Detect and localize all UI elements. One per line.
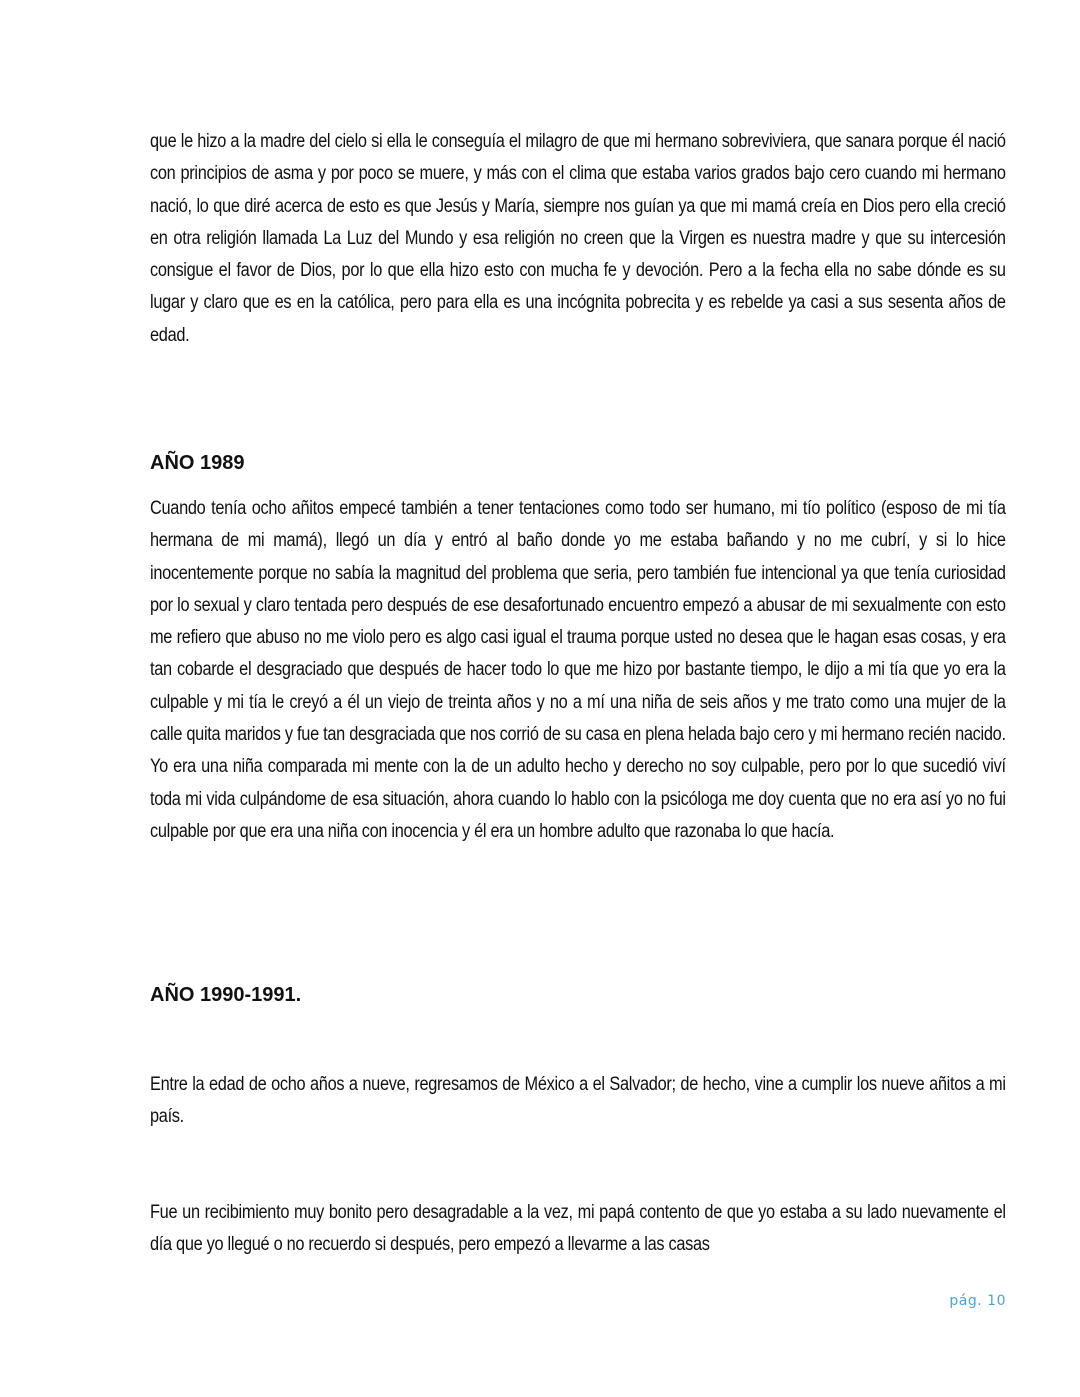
body-paragraph: que le hizo a la madre del cielo si ella le conseguía el milagro de que mi hermano sobreviviera, que sanara porque él nació con principios de asma y por poco se muere, y más con el clima que estaba varios grados bajo cero cuando mi hermano nació, lo que diré acerca de esto es que Jesús y María, siempre nos guían ya que mi mamá creía en Dios pero ella creció en otra religión llamada La Luz del Mundo y esa religión no creen que la Virgen es nuestra madre y que su intercesión consigue el favor de Dios, por lo que ella hizo esto con mucha fe y devoción. Pero a la fecha ella no sabe dónde es su lugar y claro que es en la católica, pero para ella es una incógnita pobrecita y es rebelde ya casi a sus sesenta años de edad.	[150, 131, 1006, 346]
body-paragraph: Entre la edad de ocho años a nueve, regresamos de México a el Salvador; de hecho, vine a cumplir los nueve añitos a mi país.	[150, 1074, 1006, 1128]
body-paragraph: Fue un recibimiento muy bonito pero desagradable a la vez, mi papá contento de que yo estaba a su lado nuevamente el día que yo llegué o no recuerdo si después, pero empezó a llevarme a las casas	[150, 1202, 1006, 1256]
page-number: pág. 10	[949, 1293, 1006, 1309]
section-heading: AÑO 1989	[150, 452, 245, 474]
body-paragraph: Cuando tenía ocho añitos empecé también a tener tentaciones como todo ser humano, mi tío político (esposo de mi tía hermana de mi mamá), llegó un día y entró al baño donde yo me estaba bañando y no me cubrí, y si lo hice inocentemente porque no sabía la magnitud del problema que seria, pero también fue intencional ya que tenía curiosidad por lo sexual y claro tentada pero después de ese desafortunado encuentro empezó a abusar de mi sexualmente con esto me refiero que abuso no me violo pero es algo casi igual el trauma porque usted no desea que le hagan esas cosas, y era tan cobarde el desgraciado que después de hacer todo lo que me hizo por bastante tiempo, le dijo a mi tía que yo era la culpable y mi tía le creyó a él un viejo de treinta años y no a mí una niña de seis años y me trato como una mujer de la calle quita maridos y fue tan desgraciada que nos corrió de su casa en plena helada bajo cero y mi hermano recién nacido. Yo era una niña comparada mi mente con la de un adulto hecho y derecho no soy culpable, pero por lo que sucedió viví toda mi vida culpándome de esa situación, ahora cuando lo hablo con la psicóloga me doy cuenta que no era así yo no fui culpable por que era una niña con inocencia y él era un hombre adulto que razonaba lo que hacía.	[150, 498, 1006, 842]
section-heading: AÑO 1990-1991.	[150, 984, 302, 1006]
